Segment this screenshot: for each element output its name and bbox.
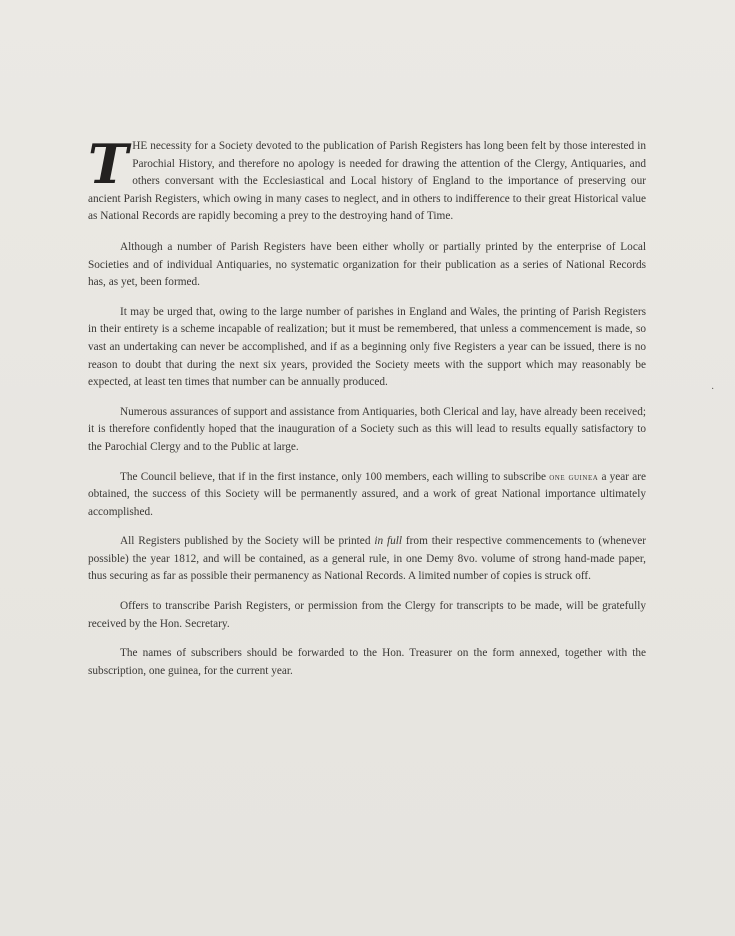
paragraph-text: Numerous assurances of support and assistance from Antiquaries, both Clerical and lay, have already been received; it is therefore confidently hoped that the inauguration of a Society such as this will lead to results equally satisfactory to the Parochial Clergy and to the Public at large.: [88, 405, 646, 453]
emphasis-in-full: in full: [374, 535, 403, 548]
paragraph-text: Although a number of Parish Registers have been either wholly or partially printed by the enterprise of Local Societies and of individual Antiquaries, no systematic organization for their publication as a series of National Records has, as yet, been formed.: [88, 240, 646, 289]
paragraph-publication-format: [88, 533, 646, 586]
paragraph-text: a year are obtained, the success of this Society will be permanently assured, and a work of great National importance ultimately accomplished.: [88, 470, 647, 518]
paragraph-text: HE necessity for a Society devoted to the publication of Parish Registers has long been felt by those interested in Parochial History, and therefore no apology is needed for drawing the attention of the Clergy, Antiquaries, and others conversant with the Ecclesiastical and Local history of England to the importance of preserving our ancient Parish Registers, which owing in many cases to neglect, and in others to indifference to their great Historical value as National Records are rapidly becoming a prey to the destroying hand of Time.: [88, 140, 646, 223]
paragraph-text: from their respective commencements to (whenever possible) the year 1812, and will be contained, as a general rule, in one Demy 8vo. volume of strong hand-made paper, thus securing as far as possible their permanency as National Records. A limited number of copies is struck off.: [88, 535, 646, 583]
margin-mark: ·: [711, 384, 715, 395]
paragraph-council: [88, 469, 646, 522]
drop-cap-letter: T: [88, 132, 129, 196]
document-body: [88, 132, 647, 692]
paragraph-introduction: [88, 132, 646, 226]
paragraph-subscribers: [88, 645, 646, 680]
paragraph-transcription: [88, 598, 646, 633]
paragraph-feasibility: [88, 304, 646, 392]
paragraph-text: The Council believe, that if in the first instance, only 100 members, each willing to subscribe: [120, 470, 550, 483]
paragraph-text: Offers to transcribe Parish Registers, or permission from the Clergy for transcripts to be made, will be gratefully received by the Hon. Secretary.: [88, 600, 646, 630]
paragraph-text: The names of subscribers should be forwarded to the Hon. Treasurer on the form annexed, together with the subscription, one guinea, for the current year.: [88, 647, 646, 677]
paragraph-support: [88, 404, 646, 457]
paragraph-local-societies: [88, 239, 646, 292]
subscription-amount: one guinea: [549, 471, 599, 483]
paragraph-text: It may be urged that, owing to the large number of parishes in England and Wales, the printing of Parish Registers in their entirety is a scheme incapable of realization; but it must be remembered, that unless a commencement is made, so vast an undertaking can never be accomplished, and if as a beginning only five Registers a year can be issued, there is no reason to doubt that during the next six years, provided the Society meets with the support which may reasonably be expected, at least ten times that number can be annually produced.: [88, 305, 646, 389]
paragraph-text: All Registers published by the Society will be printed: [120, 535, 375, 548]
